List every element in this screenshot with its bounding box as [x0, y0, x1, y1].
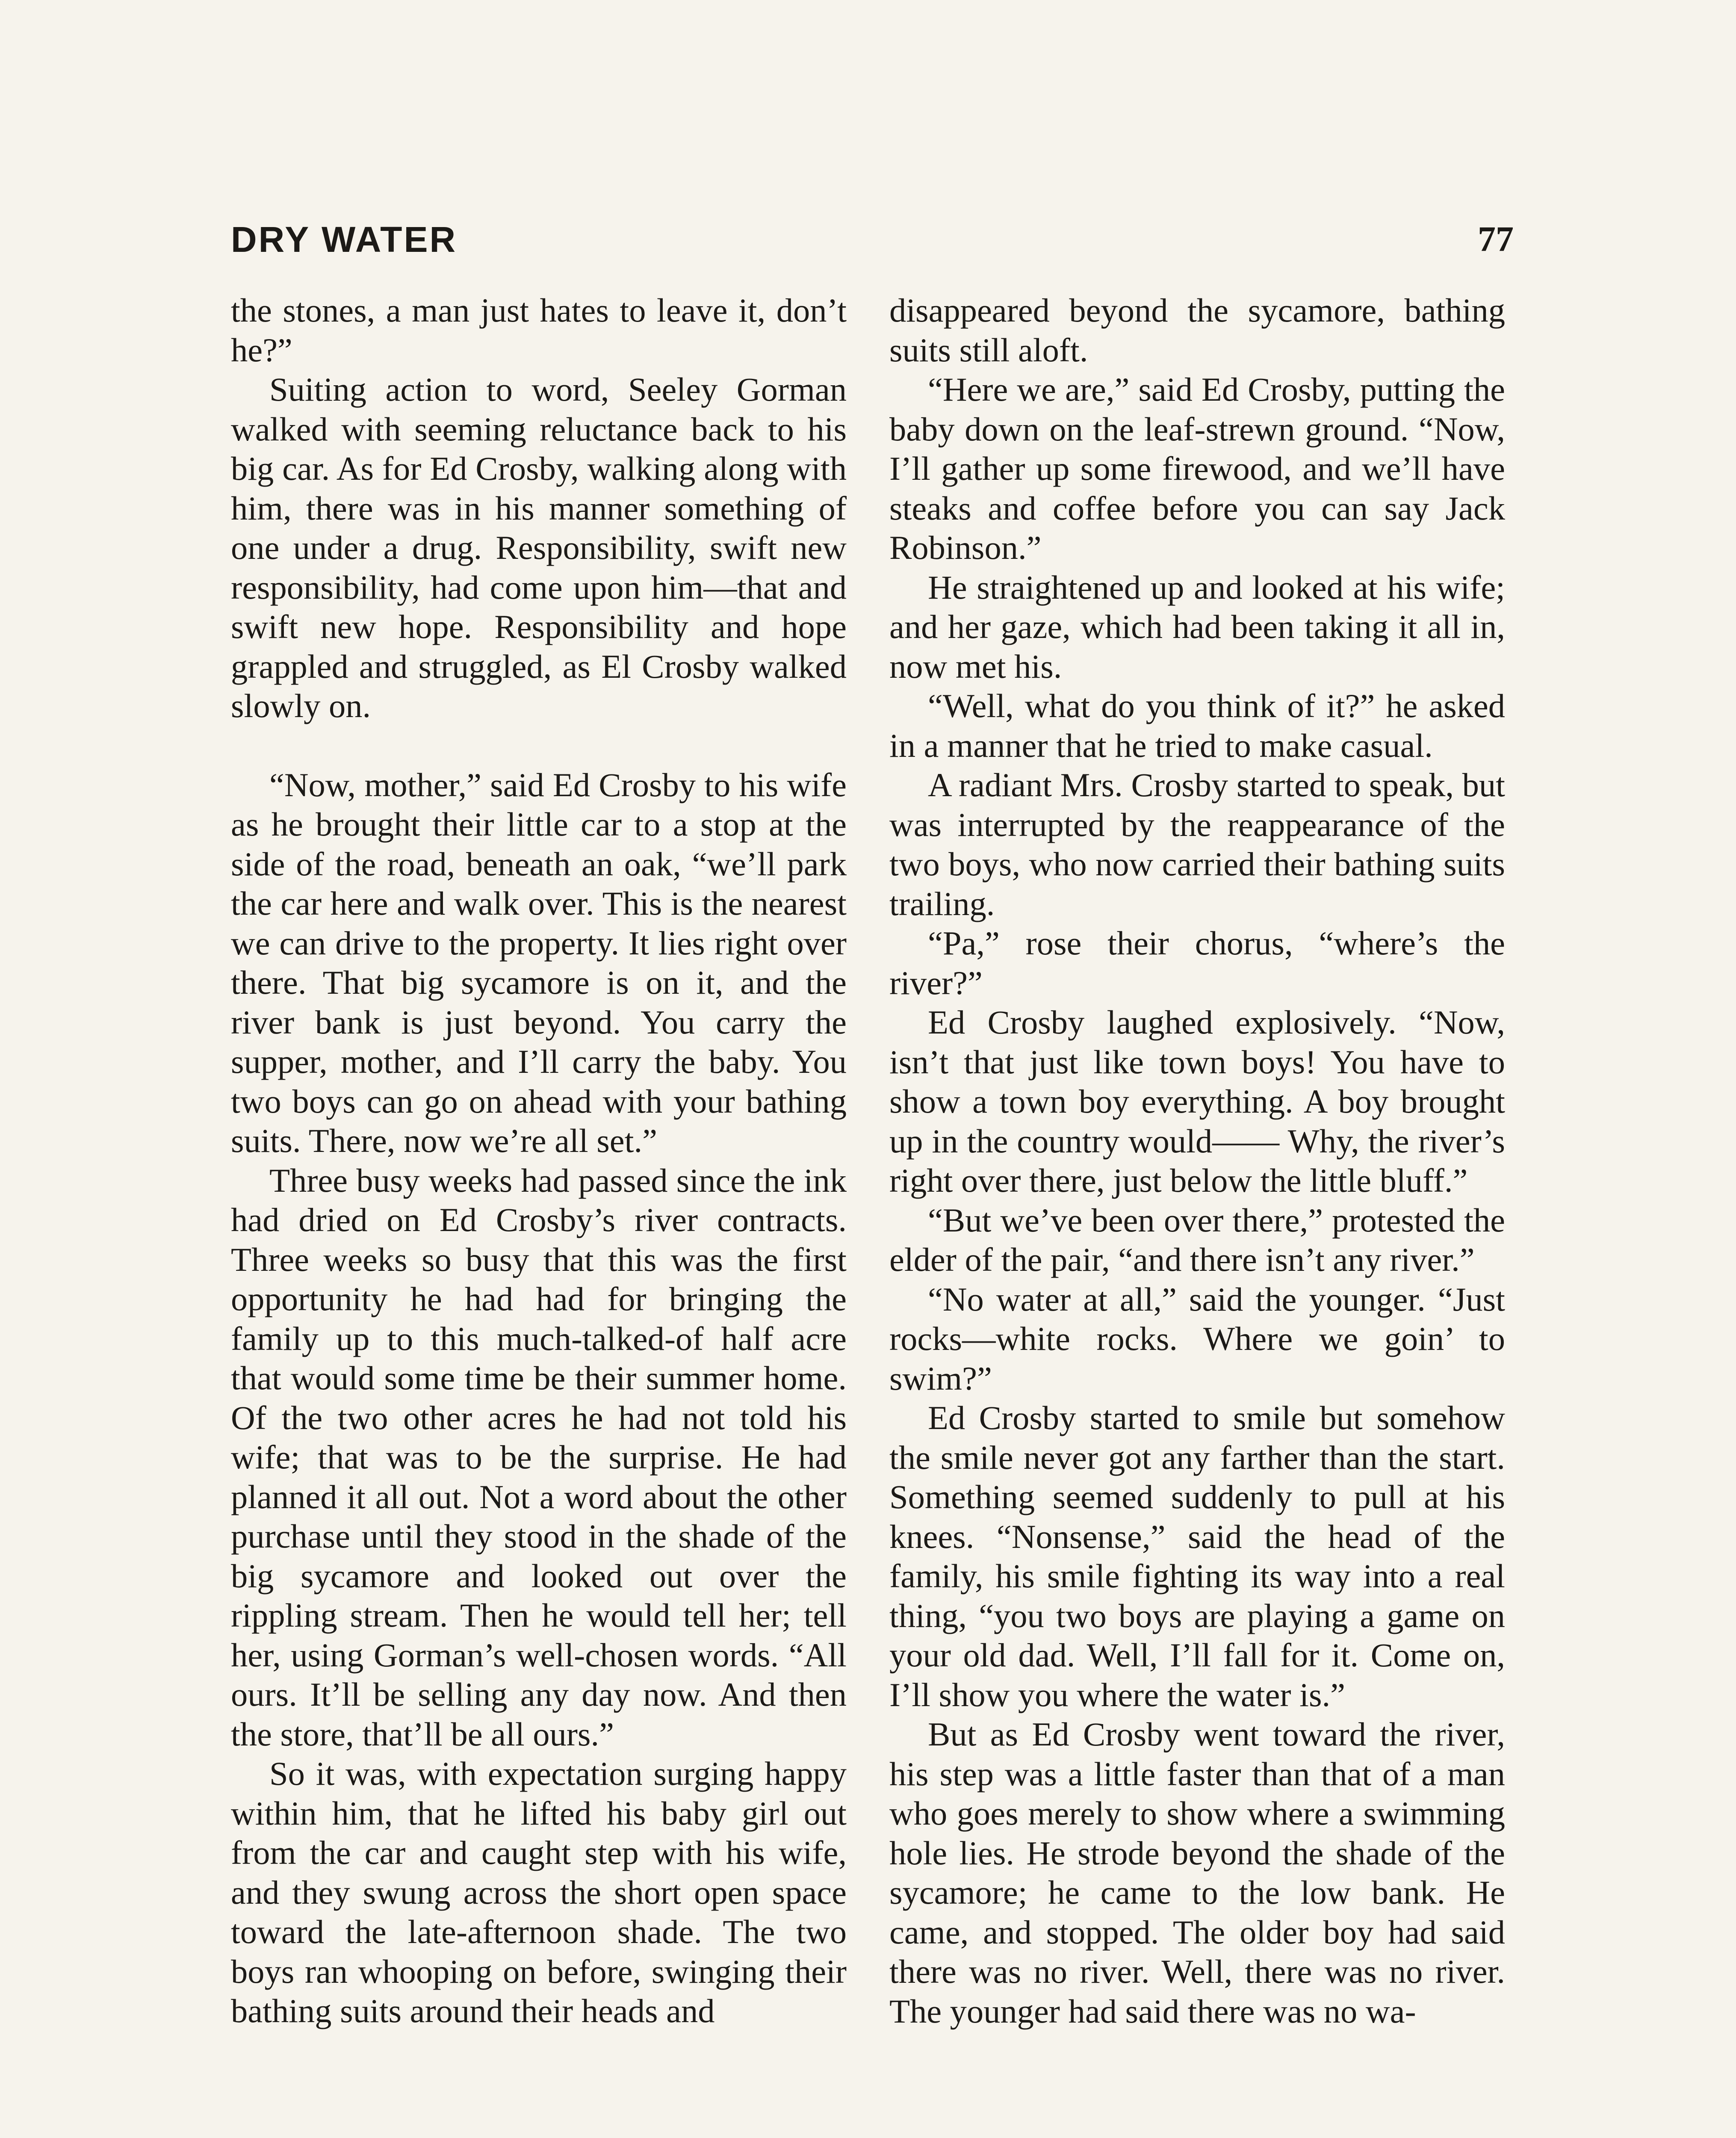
- paragraph: He straightened up and looked at his wife; and her gaze, which had been taking it all in, now met his.: [889, 568, 1505, 685]
- paragraph: “Now, mother,” said Ed Crosby to his wife as he brought their little car to a stop at the side of the road, beneath an oak, “we’ll park the car here and walk over. This is the nearest we can drive to the property. It lies right over there. That big sycamore is on it, and the river bank is just beyond. You carry the supper, mother, and I’ll carry the baby. You two boys can go on ahead with your bathing suits. There, now we’re all set.”: [231, 766, 847, 1159]
- paragraph: Ed Crosby laughed explosively. “Now, isn’t that just like town boys! You have to show a town boy everything. A boy brought up in the country would—— Why, the river’s right over there, just below the little bluff.”: [889, 1004, 1505, 1199]
- paragraph: But as Ed Crosby went toward the river, his step was a little faster than that of a man who goes merely to show where a swimming hole lies. He strode beyond the shade of the sycamore; he came to the low bank. He came, and stopped. The older boy had said there was no river. Well, there was no river. The younger had said there was no wa-: [889, 1716, 1505, 2030]
- paragraph: Ed Crosby started to smile but somehow the smile never got any farther than the start. Something seemed suddenly to pull at his knees. “Nonsense,” said the head of the family, his smile fighting its way into a real thing, “you two boys are playing a game on your old dad. Well, I’ll fall for it. Come on, I’ll show you where the water is.”: [889, 1399, 1505, 1713]
- left-column: [231, 291, 847, 2031]
- paragraph: “Pa,” rose their chorus, “where’s the river?”: [889, 924, 1505, 1001]
- paragraph: “Well, what do you think of it?” he asked in a manner that he tried to make casual.: [889, 687, 1505, 764]
- paragraph: disappeared beyond the sycamore, bathing suits still aloft.: [889, 292, 1505, 369]
- paragraph: So it was, with expectation surging happy within him, that he lifted his baby girl out from the car and caught step with his wife, and they swung across the short open space toward the late-afternoon shade. The two boys ran whooping on before, swinging their bathing suits around their heads and: [231, 1755, 847, 2029]
- paragraph: Suiting action to word, Seeley Gorman walked with seeming reluctance back to his big car. As for Ed Crosby, walking along with him, there was in his manner something of one under a drug. Responsibility, swift new responsibility, had come upon him—that and swift new hope. Responsibility and hope grappled and struggled, as El Crosby walked slowly on.: [231, 371, 847, 724]
- paragraph: “No water at all,” said the younger. “Just rocks—white rocks. Where we goin’ to swim?”: [889, 1280, 1505, 1397]
- paragraph: Three busy weeks had passed since the ink had dried on Ed Crosby’s river contracts. Three weeks so busy that this was the first opportunity he had had for bringing the family up to this much-talked-of half acre that would some time be their summer home. Of the two other acres he had not told his wife; that was to be the surprise. He had planned it all out. Not a word about the other purchase until they stood in the shade of the big sycamore and looked out over the rippling stream. Then he would tell her; tell her, using Gorman’s well-chosen words. “All ours. It’ll be selling any day now. And then the store, that’ll be all ours.”: [231, 1161, 847, 1753]
- paragraph: the stones, a man just hates to leave it, don’t he?”: [231, 292, 847, 369]
- paragraph: “But we’ve been over there,” protested the elder of the pair, “and there isn’t any river.”: [889, 1201, 1505, 1278]
- paragraph: “Here we are,” said Ed Crosby, putting the baby down on the leaf-strewn ground. “Now, I’ll gather up some firewood, and we’ll have steaks and coffee before you can say Jack Robinson.”: [889, 371, 1505, 566]
- running-head: [231, 216, 1514, 263]
- right-column: [889, 291, 1505, 2031]
- story-title: DRY WATER: [231, 219, 458, 260]
- page-number: 77: [1478, 219, 1514, 259]
- paragraph: A radiant Mrs. Crosby started to speak, but was interrupted by the reappearance of the two boys, who now carried their bathing suits trailing.: [889, 766, 1505, 922]
